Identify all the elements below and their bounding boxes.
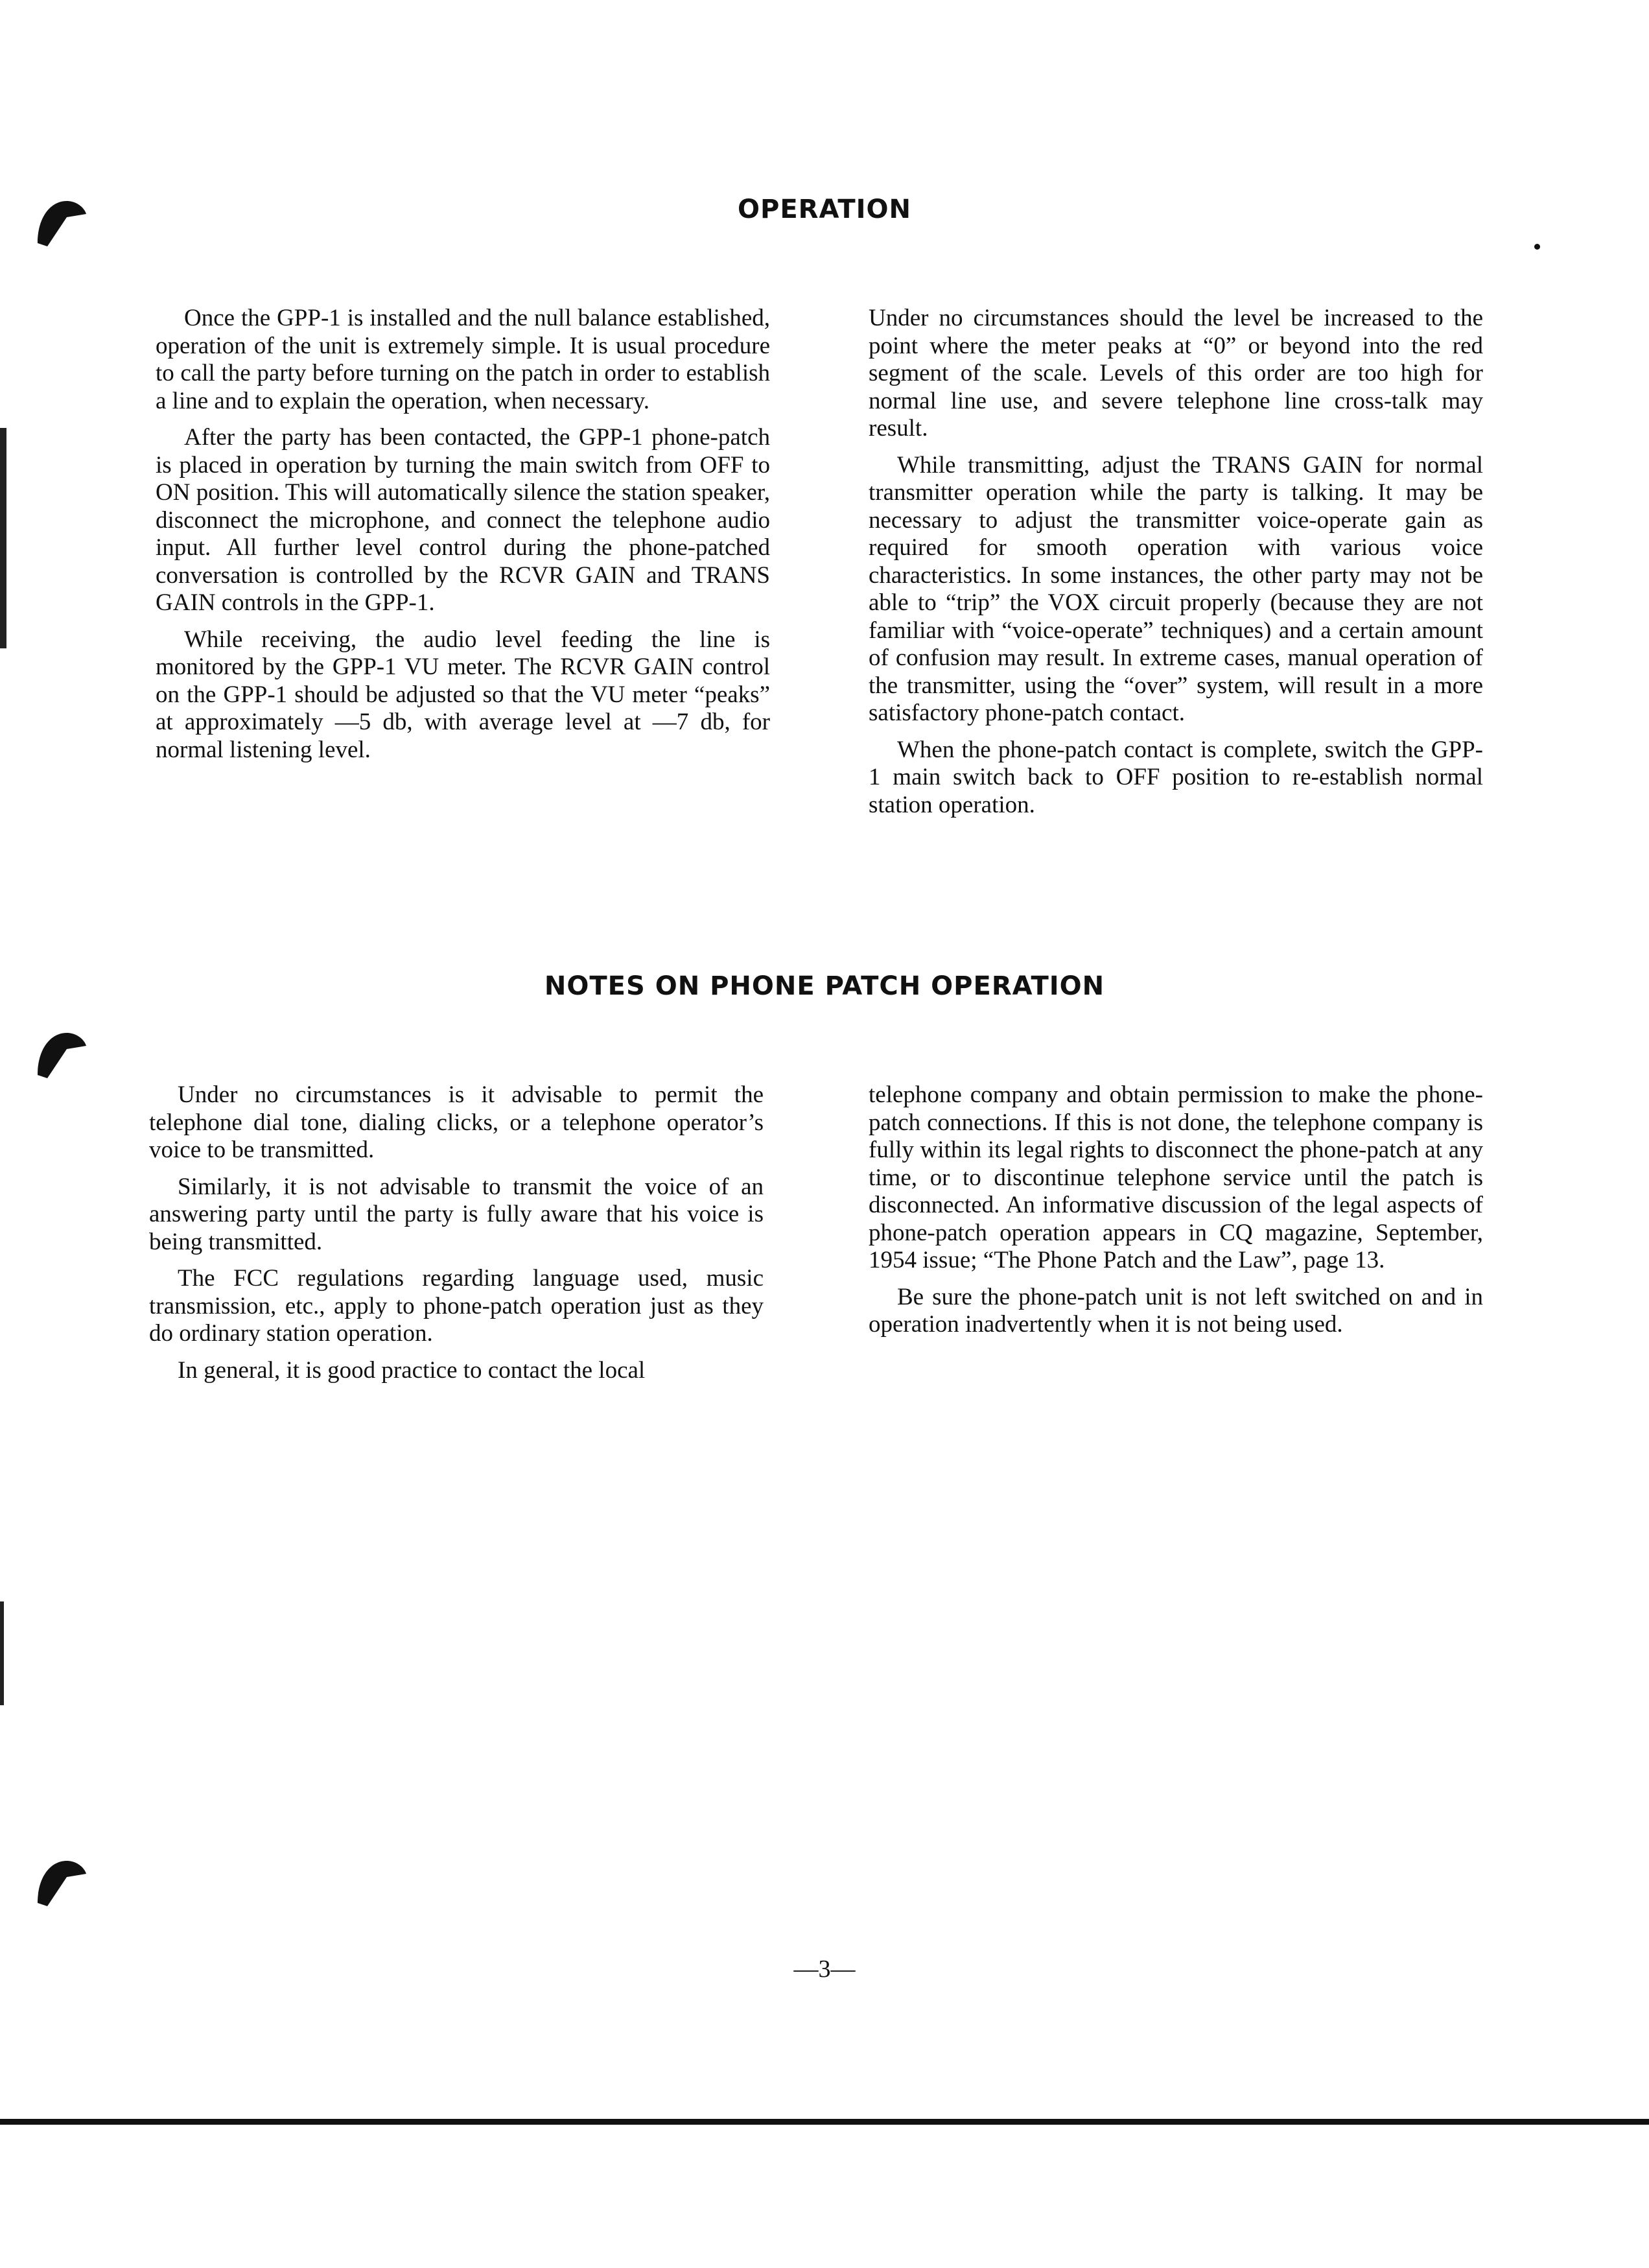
paragraph: While receiving, the audio level feeding the line is monitored by the GPP-1 VU meter. The RCVR GAIN control on the GPP-1 should be adjusted so that the VU meter “peaks” at approximately —5 db, with average level at —7 db, for normal listening level. [156,626,770,763]
paragraph: Once the GPP-1 is installed and the null balance established, operation of the unit is extremely simple. It is usual procedure to call the party before turning on the patch in order to establish a line and to explain the operation, when necessary. [156,305,770,414]
scan-edge-mark [0,1601,4,1705]
paragraph: Be sure the phone-patch unit is not left switched on and in operation inadvertently when it is not being used. [869,1283,1483,1338]
paragraph: Under no circumstances is it advisable to permit the telephone dial tone, dialing clicks, or a telephone operator’s voice to be transmitted. [149,1081,764,1163]
binder-hole-mark-icon [31,1023,89,1081]
operation-right-column [869,305,1483,828]
paragraph: The FCC regulations regarding language used, music transmission, etc., apply to phone-patch operation just as they do ordinary station operation. [149,1265,764,1347]
paragraph: In general, it is good practice to contact the local [178,1356,646,1384]
paragraph: After the party has been contacted, the GPP-1 phone-patch is placed in operation by turning the main switch from OFF to ON position. This will automatically silence the station speaker, disconnect the microphone, and connect the telephone audio input. All further level control during the phone-patched conversation is controlled by the RCVR GAIN and TRANS GAIN controls in the GPP-1. [156,424,770,616]
paragraph: telephone company and obtain permission to make the phone-patch connections. If this is not done, the telephone company is fully within its legal rights to disconnect the phone-patch at any time, or to discontinue telephone service until the patch is disconnected. An informative discussion of the legal aspects of phone-patch operation appears in CQ magazine, September, 1954 issue; “The Phone Patch and the Law”, page 13. [869,1081,1483,1273]
paragraph: When the phone-patch contact is complete, switch the GPP-1 main switch back to OFF position to re-establish normal station operation. [869,736,1483,818]
bottom-rule [0,2119,1649,2125]
notes-right-column [869,1081,1483,1348]
binder-hole-mark-icon [31,1851,89,1909]
section-heading-notes: NOTES ON PHONE PATCH OPERATION [544,971,1105,1001]
paragraph: While transmitting, adjust the TRANS GAIN for normal transmitter operation while the party is talking. It may be necessary to adjust the transmitter voice-operate gain as required for smooth operation with various voice characteristics. In some instances, the other party may not be able to “trip” the VOX circuit properly (because they are not familiar with “voice-operate” techniques) and a certain amount of confusion may result. In extreme cases, manual operation of the transmitter, using the “over” system, will result in a more satisfactory phone-patch contact. [869,451,1483,726]
operation-left-column [156,305,770,773]
page-number: —3— [793,1955,856,1983]
paragraph: Under no circumstances should the level be increased to the point where the meter peaks at “0” or beyond into the red segment of the scale. Levels of this order are too high for normal line use, and severe telephone line cross-talk may result. [869,305,1483,442]
notes-left-column [149,1081,764,1393]
scan-edge-mark [0,428,6,648]
section-heading-operation: OPERATION [738,195,911,224]
paragraph: Similarly, it is not advisable to transmit the voice of an answering party until the party is fully aware that his voice is being transmitted. [149,1173,764,1255]
scan-speck [1534,244,1540,250]
